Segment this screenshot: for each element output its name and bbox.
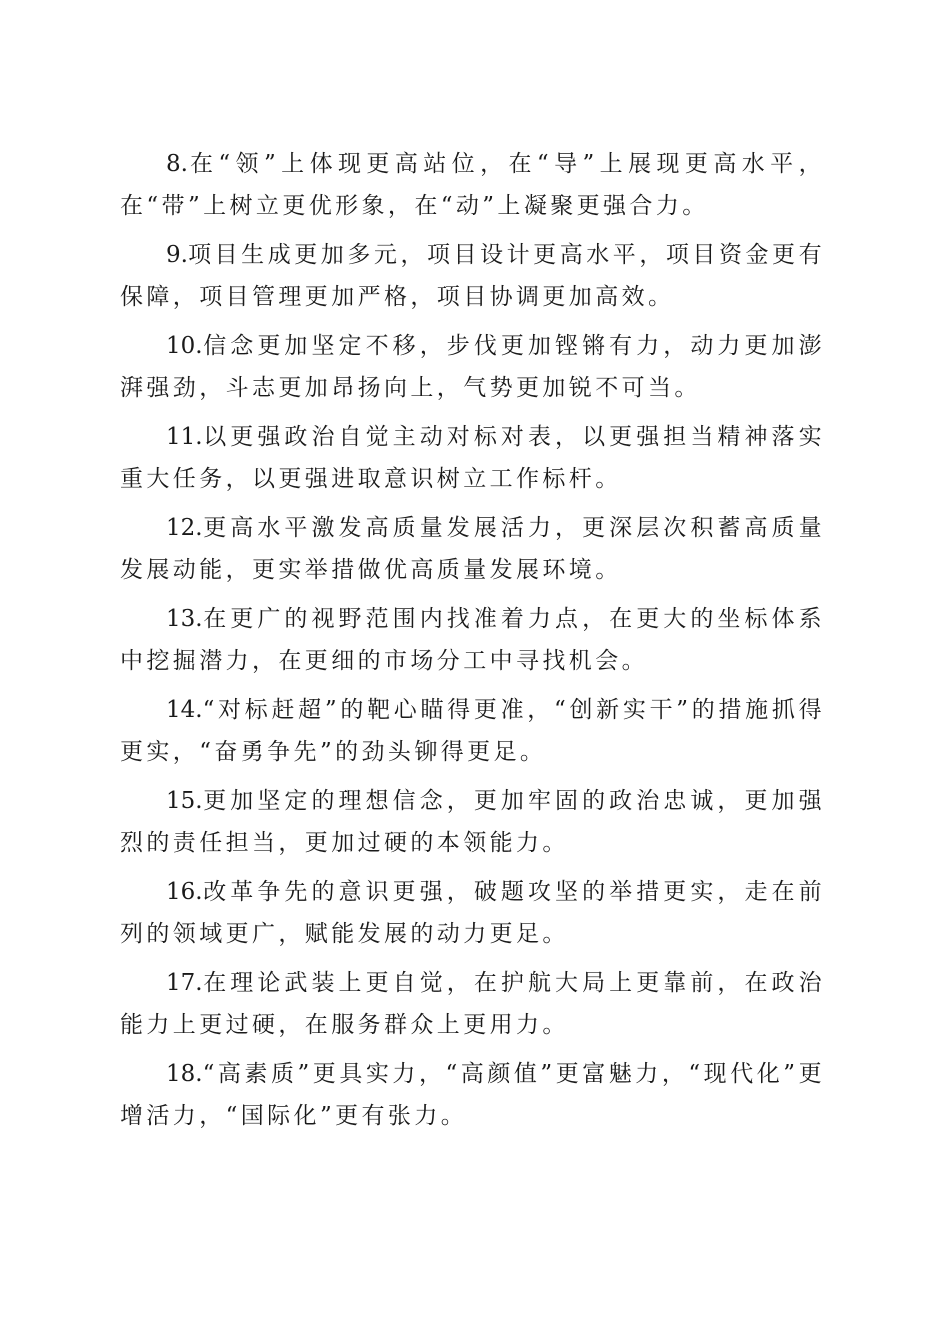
item-text: 项目生成更加多元，项目设计更高水平，项目资金更有保障，项目管理更加严格，项目协调更加高效。 bbox=[120, 242, 825, 310]
list-item bbox=[120, 325, 825, 409]
item-text: 以更强政治自觉主动对标对表，以更强担当精神落实重大任务，以更强进取意识树立工作标杆。 bbox=[120, 424, 825, 492]
list-item bbox=[120, 1053, 825, 1137]
list-item bbox=[120, 507, 825, 591]
list-item bbox=[120, 689, 825, 773]
item-text: 在更广的视野范围内找准着力点，在更大的坐标体系中挖掘潜力，在更细的市场分工中寻找机会。 bbox=[120, 606, 825, 674]
item-number: 11. bbox=[166, 424, 203, 450]
list-item bbox=[120, 962, 825, 1046]
list-item bbox=[120, 143, 825, 227]
item-number: 14. bbox=[166, 697, 203, 723]
item-text: “对标赶超”的靶心瞄得更准，“创新实干”的措施抓得更实，“奋勇争先”的劲头铆得更足。 bbox=[120, 697, 825, 765]
item-text: 在“领”上体现更高站位，在“导”上展现更高水平，在“带”上树立更优形象，在“动”上凝聚更强合力。 bbox=[120, 151, 825, 219]
list-item bbox=[120, 871, 825, 955]
item-text: “高素质”更具实力，“高颜值”更富魅力，“现代化”更增活力，“国际化”更有张力。 bbox=[120, 1061, 825, 1129]
list-item bbox=[120, 780, 825, 864]
item-number: 8. bbox=[166, 151, 188, 177]
list-item bbox=[120, 598, 825, 682]
item-text: 更加坚定的理想信念，更加牢固的政治忠诚，更加强烈的责任担当，更加过硬的本领能力。 bbox=[120, 788, 825, 856]
item-number: 17. bbox=[166, 970, 203, 996]
item-number: 13. bbox=[166, 606, 203, 632]
item-number: 9. bbox=[166, 242, 188, 268]
item-text: 改革争先的意识更强，破题攻坚的举措更实，走在前列的领域更广，赋能发展的动力更足。 bbox=[120, 879, 825, 947]
item-text: 在理论武装上更自觉，在护航大局上更靠前，在政治能力上更过硬，在服务群众上更用力。 bbox=[120, 970, 825, 1038]
item-text: 信念更加坚定不移，步伐更加铿锵有力，动力更加澎湃强劲，斗志更加昂扬向上，气势更加锐不可当。 bbox=[120, 333, 825, 401]
list-item bbox=[120, 416, 825, 500]
item-number: 10. bbox=[166, 333, 203, 359]
item-number: 18. bbox=[166, 1061, 203, 1087]
item-text: 更高水平激发高质量发展活力，更深层次积蓄高质量发展动能，更实举措做优高质量发展环境。 bbox=[120, 515, 825, 583]
item-number: 15. bbox=[166, 788, 203, 814]
item-number: 12. bbox=[166, 515, 203, 541]
document-body bbox=[120, 143, 825, 1144]
list-item bbox=[120, 234, 825, 318]
item-number: 16. bbox=[166, 879, 203, 905]
